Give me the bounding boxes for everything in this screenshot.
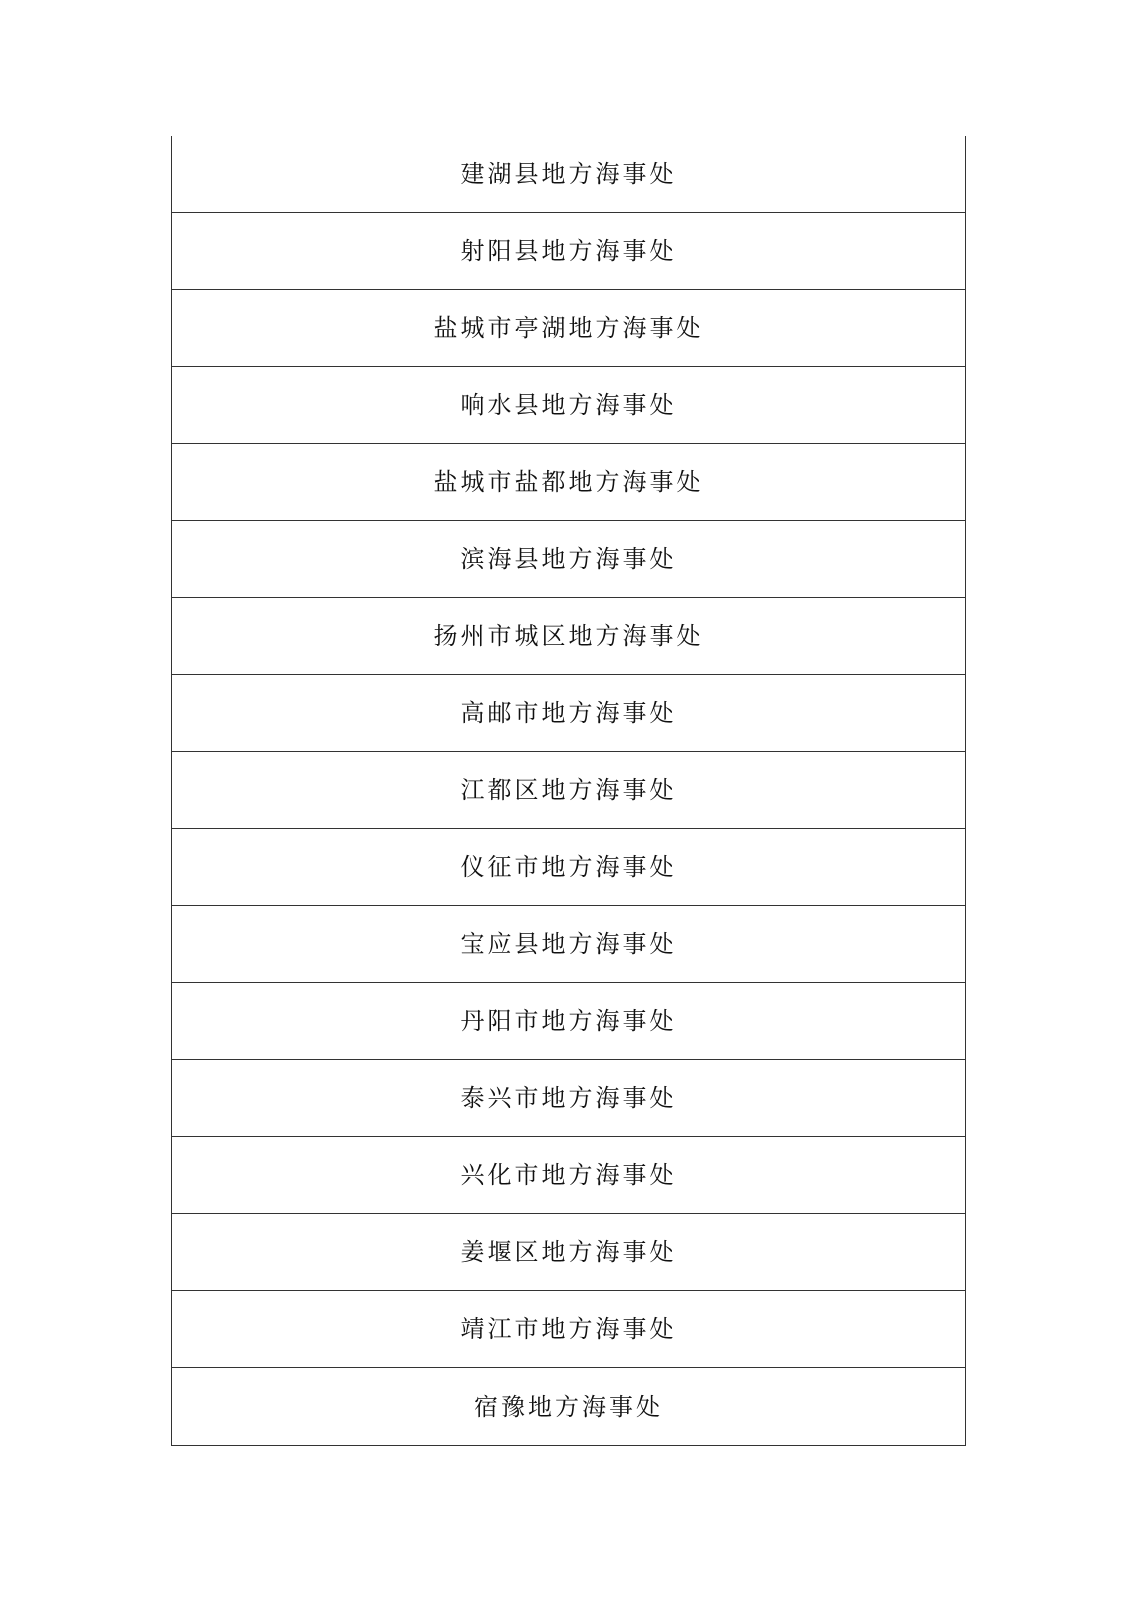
table-row (172, 906, 965, 983)
table-row (172, 829, 965, 906)
table-row (172, 983, 965, 1060)
table-cell: 泰兴市地方海事处 (460, 1084, 677, 1112)
table-cell: 宝应县地方海事处 (460, 930, 677, 958)
office-table (171, 136, 966, 1446)
table-row (172, 213, 965, 290)
table-row (172, 598, 965, 675)
table-cell: 盐城市盐都地方海事处 (433, 468, 704, 496)
table-row (172, 675, 965, 752)
table-cell: 滨海县地方海事处 (460, 545, 677, 573)
table-row (172, 367, 965, 444)
table-row (172, 1368, 965, 1445)
table-row (172, 1214, 965, 1291)
table-row (172, 1137, 965, 1214)
table-cell: 江都区地方海事处 (460, 776, 677, 804)
table-row (172, 444, 965, 521)
table-cell: 射阳县地方海事处 (460, 237, 677, 265)
table-row (172, 136, 965, 213)
table-cell: 兴化市地方海事处 (460, 1161, 677, 1189)
table-row (172, 521, 965, 598)
table-row (172, 290, 965, 367)
table-cell: 扬州市城区地方海事处 (433, 622, 704, 650)
table-cell: 姜堰区地方海事处 (460, 1238, 677, 1266)
table-cell: 仪征市地方海事处 (460, 853, 677, 881)
table-cell: 高邮市地方海事处 (460, 699, 677, 727)
table-cell: 宿豫地方海事处 (474, 1392, 663, 1421)
table-row (172, 1291, 965, 1368)
table-cell: 盐城市亭湖地方海事处 (433, 314, 704, 342)
table-row (172, 752, 965, 829)
table-cell: 响水县地方海事处 (460, 391, 677, 419)
table-cell: 建湖县地方海事处 (460, 160, 677, 188)
table-cell: 靖江市地方海事处 (460, 1315, 677, 1343)
table-cell: 丹阳市地方海事处 (460, 1007, 677, 1035)
table-row (172, 1060, 965, 1137)
